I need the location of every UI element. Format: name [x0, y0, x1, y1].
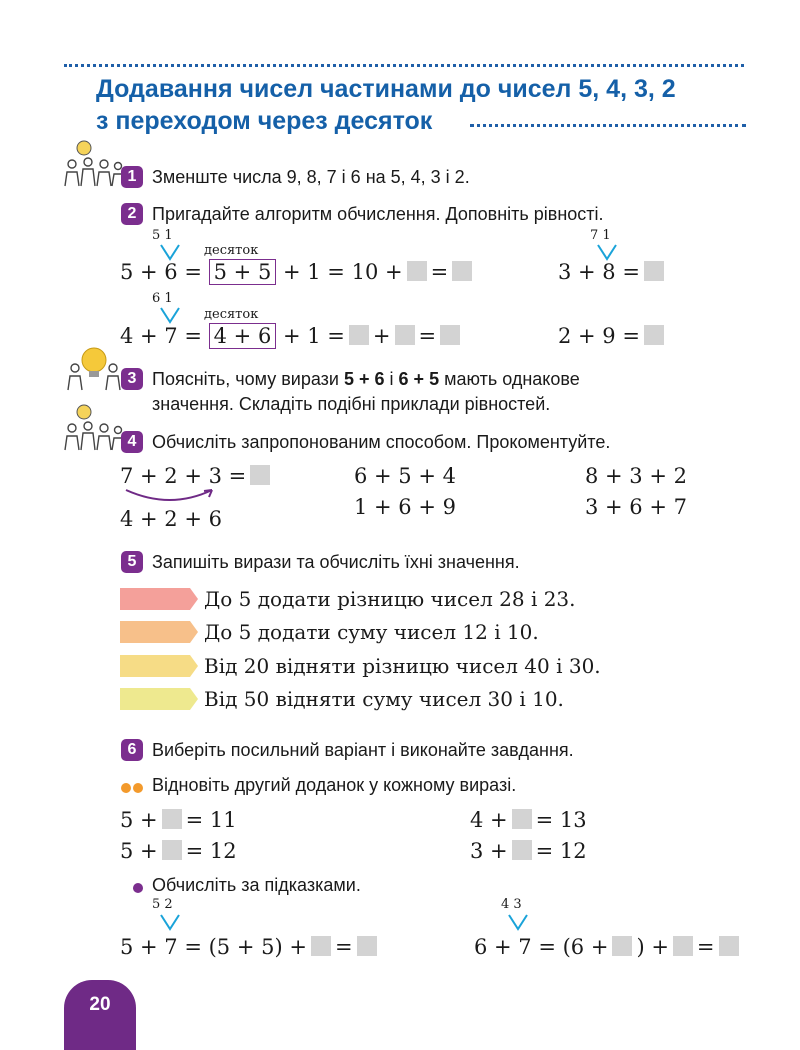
eq-part: ) +	[636, 935, 669, 959]
level-one-dot-icon	[133, 880, 143, 898]
answer-box[interactable]	[512, 809, 532, 829]
equation-row2	[120, 323, 464, 349]
answer-box[interactable]	[357, 936, 377, 956]
task3-line1	[152, 367, 580, 391]
page-title-line2: з переходом через десяток	[96, 107, 433, 135]
eq-part: =	[334, 935, 353, 959]
task3-line2: значення. Складіть подібні приклади рівностей.	[152, 394, 551, 414]
task3-expr-b: 6 + 5	[398, 369, 440, 389]
task6-level1-text: Обчисліть за підказками.	[152, 875, 361, 895]
answer-box[interactable]	[512, 840, 532, 860]
equation-row1-left: 5 + 6 =	[120, 260, 202, 284]
split-hint-hint2: 4 3	[501, 897, 522, 912]
missing-addend-eq-4	[470, 838, 587, 864]
task3-text-a: Поясніть, чому вирази	[152, 369, 344, 389]
page-title-line1: Додавання чисел частинами до чисел 5, 4, 3, 2	[96, 75, 676, 103]
task4-expr-2-2: 1 + 6 + 9	[354, 495, 456, 519]
eq-part: 5 + 7 = (5 + 5) +	[120, 935, 307, 959]
task-number-1: 1	[121, 166, 143, 188]
split-hint-hint1: 5 2	[152, 897, 173, 912]
answer-box[interactable]	[452, 261, 472, 281]
task4-expr-1-2: 4 + 2 + 6	[120, 507, 222, 531]
task5-item-2: До 5 додати суму чисел 12 і 10.	[204, 620, 539, 644]
task4-text: Обчисліть запропонованим способом. Прокоментуйте.	[152, 432, 611, 452]
answer-box[interactable]	[407, 261, 427, 281]
equation-row2-left: 4 + 7 =	[120, 324, 202, 348]
task-number-4: 4	[121, 431, 143, 453]
decuple-label-row1: десяток	[204, 243, 259, 258]
missing-addend-eq-3	[470, 807, 587, 833]
equation-row1	[120, 259, 476, 285]
eq-part: = 12	[185, 839, 237, 863]
task5-item-1: До 5 додати різницю чисел 28 і 23.	[204, 587, 576, 611]
group-work-icon	[62, 138, 126, 190]
task3-expr-a: 5 + 6	[343, 369, 385, 389]
answer-box[interactable]	[440, 325, 460, 345]
equation-right1	[558, 259, 668, 285]
task4-expr-3-1: 8 + 3 + 2	[585, 464, 687, 488]
split-hint-row1: 5 1	[152, 228, 173, 243]
answer-box[interactable]	[612, 936, 632, 956]
task3-text-c: і	[384, 369, 399, 389]
equation-row2-rest-a: + 1 =	[283, 324, 345, 348]
eq-part: = 11	[185, 808, 237, 832]
equation-row2-rest-c: =	[418, 324, 437, 348]
answer-box[interactable]	[719, 936, 739, 956]
eq-part: 5 +	[120, 839, 158, 863]
decuple-label-row2: десяток	[204, 307, 259, 322]
equation-right1-expr: 3 + 8 =	[558, 260, 640, 284]
curved-arrow-icon	[122, 484, 222, 506]
task5-item-3: Від 20 відняти різницю чисел 40 і 30.	[204, 654, 601, 678]
decuple-frame-row1: 5 + 5	[209, 259, 277, 285]
equation-right2-expr: 2 + 9 =	[558, 324, 640, 348]
task4-expr-2-1: 6 + 5 + 4	[354, 464, 456, 488]
eq-part: = 13	[535, 808, 587, 832]
lightbulb-icon	[66, 346, 122, 392]
answer-box[interactable]	[311, 936, 331, 956]
split-hint-row2: 6 1	[152, 291, 173, 306]
answer-box[interactable]	[673, 936, 693, 956]
color-tag-1	[120, 588, 200, 610]
answer-box[interactable]	[395, 325, 415, 345]
missing-addend-eq-1	[120, 807, 237, 833]
task3-text-e: мають однакове	[439, 369, 580, 389]
task-number-6: 6	[121, 739, 143, 761]
color-tag-2	[120, 621, 200, 643]
task6-text: Виберіть посильний варіант і виконайте завдання.	[152, 740, 574, 760]
eq-part: = 12	[535, 839, 587, 863]
answer-box[interactable]	[644, 325, 664, 345]
eq-part: 5 +	[120, 808, 158, 832]
task5-text: Запишіть вирази та обчисліть їхні значення.	[152, 552, 520, 572]
split-mark-icon	[159, 306, 181, 324]
color-tag-3	[120, 655, 200, 677]
missing-addend-eq-2	[120, 838, 237, 864]
equation-row1-rest-b: =	[430, 260, 449, 284]
equation-row2-rest-b: +	[372, 324, 391, 348]
hint-equation-1	[120, 934, 381, 960]
answer-box[interactable]	[162, 809, 182, 829]
group-work-icon	[62, 402, 126, 454]
split-hint-right1: 7 1	[590, 228, 611, 243]
task2-text: Пригадайте алгоритм обчислення. Доповніть рівності.	[152, 204, 604, 224]
answer-box[interactable]	[250, 465, 270, 485]
task5-item-4: Від 50 відняти суму чисел 30 і 10.	[204, 687, 564, 711]
answer-box[interactable]	[162, 840, 182, 860]
top-dotted-rule	[64, 64, 744, 67]
task-number-5: 5	[121, 551, 143, 573]
answer-box[interactable]	[349, 325, 369, 345]
eq-part: =	[696, 935, 715, 959]
level-two-dots-icon	[121, 780, 143, 798]
task-number-3: 3	[121, 368, 143, 390]
eq-part: 4 +	[470, 808, 508, 832]
task6-level2-text: Відновіть другий доданок у кожному виразі.	[152, 775, 517, 795]
task-number-2: 2	[121, 203, 143, 225]
answer-box[interactable]	[644, 261, 664, 281]
task1-text: Зменште числа 9, 8, 7 і 6 на 5, 4, 3 і 2.	[152, 167, 470, 187]
title-dotted-rule	[470, 124, 746, 127]
page-number: 20	[89, 994, 111, 1015]
equation-row1-rest-a: + 1 = 10 +	[283, 260, 403, 284]
decuple-frame-row2: 4 + 6	[209, 323, 277, 349]
task4-expr-3-2: 3 + 6 + 7	[585, 495, 687, 519]
equation-right2	[558, 323, 668, 349]
hint-equation-2	[474, 934, 743, 960]
eq-part: 3 +	[470, 839, 508, 863]
task4-expr-text: 7 + 2 + 3 =	[120, 464, 247, 488]
eq-part: 6 + 7 = (6 +	[474, 935, 609, 959]
split-mark-icon	[159, 913, 181, 931]
color-tag-4	[120, 688, 200, 710]
split-mark-icon	[507, 913, 529, 931]
